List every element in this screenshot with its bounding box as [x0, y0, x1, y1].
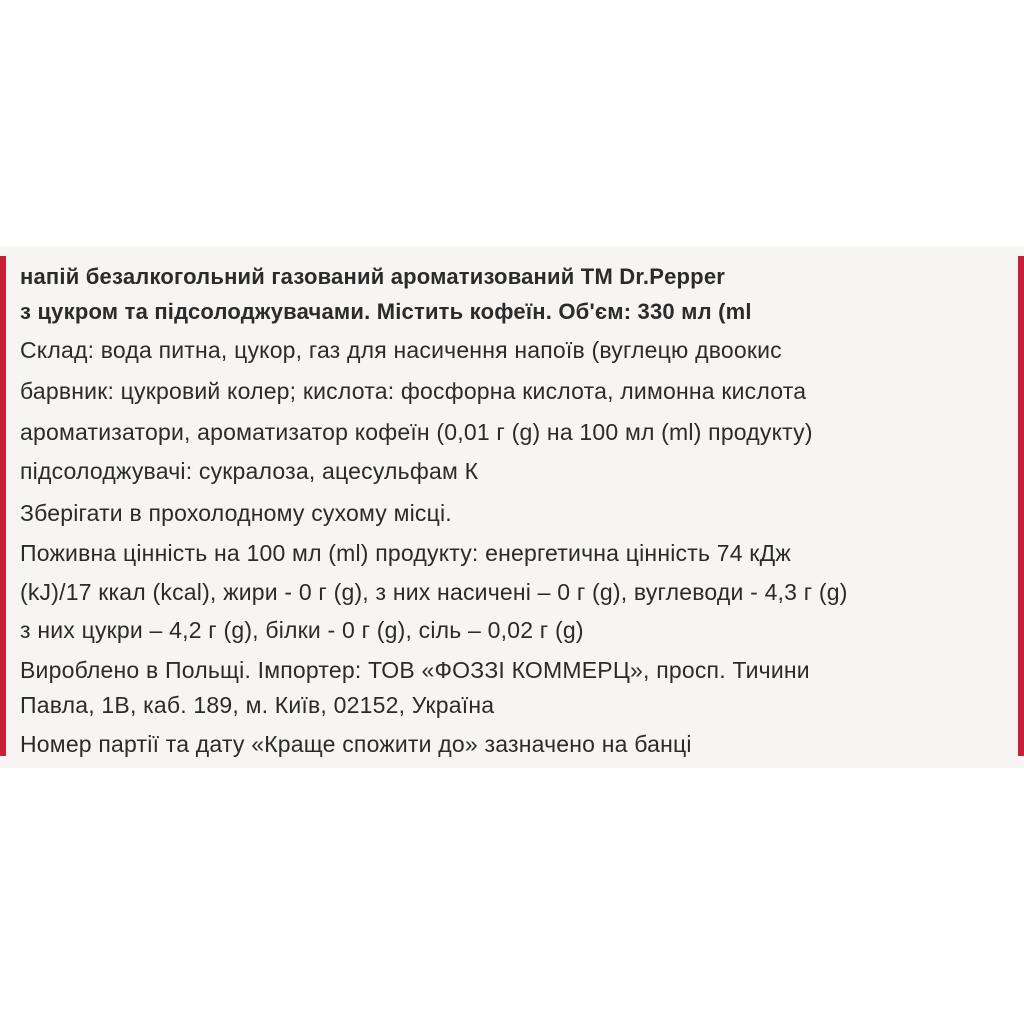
label-line-flavorings: ароматизатори, ароматизатор кофеїн (0,01 г (g) на 100 мл (ml) продукту)	[20, 419, 813, 445]
label-line-ingredients: Склад: вода питна, цукор, газ для насичення напоїв (вуглецю двоокис	[20, 337, 782, 363]
label-line-colorant-acids: барвник: цукровий колер; кислота: фосфорна кислота, лимонна кислота	[20, 378, 807, 404]
label-line-nutrition-values: (kJ)/17 ккал (kcal), жири - 0 г (g), з них насичені – 0 г (g), вуглеводи - 4,3 г (g)	[20, 579, 848, 605]
label-line-product-name: напій безалкогольний газований ароматизований ТМ Dr.Pepper	[20, 264, 726, 289]
label-line-storage: Зберігати в прохолодному сухому місці.	[20, 500, 452, 526]
label-line-sweeteners-volume: з цукром та підсолоджувачами. Містить кофеїн. Об'єм: 330 мл (ml	[20, 299, 752, 324]
label-edge-right	[1018, 256, 1024, 756]
label-line-address: Павла, 1В, каб. 189, м. Київ, 02152, Україна	[20, 692, 495, 718]
label-line-origin-importer: Вироблено в Польщі. Імпортер: ТОВ «ФОЗЗІ КОММЕРЦ», просп. Тичини	[20, 657, 810, 683]
product-label	[0, 246, 1024, 768]
label-line-nutrition-values-cont: з них цукри – 4,2 г (g), білки - 0 г (g), сіль – 0,02 г (g)	[20, 617, 584, 643]
label-line-sweetener-list: підсолоджувачі: сукралоза, ацесульфам К	[20, 458, 479, 484]
label-edge-left	[0, 256, 6, 756]
label-line-nutrition-intro: Поживна цінність на 100 мл (ml) продукту: енергетична цінність 74 кДж	[20, 540, 791, 566]
label-line-batch-info: Номер партії та дату «Краще спожити до» зазначено на банці	[20, 731, 692, 757]
